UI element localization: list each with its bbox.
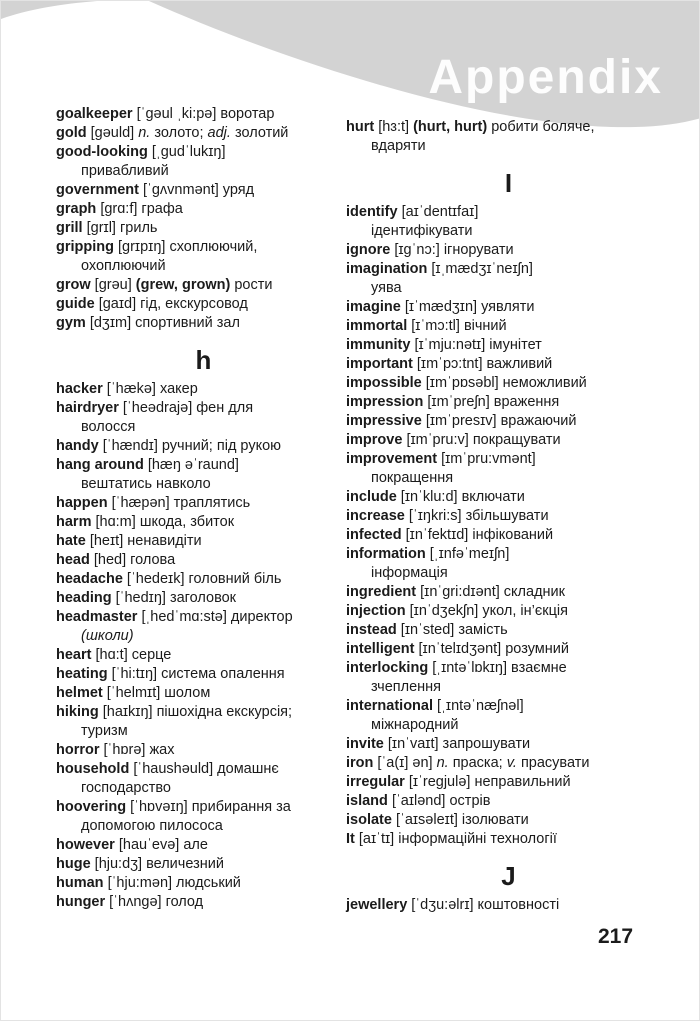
entry-text: [ˈhedeɪk] головний біль	[126, 571, 282, 587]
dictionary-entry	[346, 431, 671, 450]
headword: intelligent	[346, 641, 419, 657]
dictionary-entry	[346, 754, 671, 773]
headword: guide	[56, 296, 99, 312]
headword: (grew, grown)	[135, 277, 235, 293]
headword: iron	[346, 755, 378, 771]
headword: gripping	[56, 239, 119, 255]
entry-text: ідентифікувати	[371, 223, 473, 239]
entry-text: допомогою пилососа	[81, 818, 223, 834]
dictionary-entry	[346, 336, 671, 355]
dictionary-entry	[56, 608, 351, 646]
dictionary-entry	[56, 798, 351, 836]
dictionary-entry	[56, 893, 351, 912]
dictionary-entry	[346, 450, 671, 488]
entry-text: [ɪmˈpɒsəbl] неможливий	[425, 375, 587, 391]
entry-text: [gaɪd] гід, екскурсовод	[98, 296, 248, 312]
headword: island	[346, 793, 392, 809]
dictionary-entry	[346, 526, 671, 545]
dictionary-entry	[56, 570, 351, 589]
right-column	[346, 118, 671, 915]
headword: human	[56, 875, 108, 891]
headword: gold	[56, 125, 91, 141]
dictionary-entry	[56, 494, 351, 513]
entry-text: [ˈhændɪ] ручний; під рукою	[102, 438, 282, 454]
dictionary-entry	[346, 792, 671, 811]
dictionary-entry	[346, 697, 671, 735]
headword: (hurt, hurt)	[413, 119, 492, 135]
dictionary-entry	[346, 507, 671, 526]
entry-text: [ɪmˈpru:vmənt]	[441, 451, 536, 467]
headword: heart	[56, 647, 96, 663]
entry-text: [ɪnˈgri:dɪənt] складник	[420, 584, 565, 600]
headword: immortal	[346, 318, 412, 334]
dictionary-entry	[346, 488, 671, 507]
headword: head	[56, 552, 94, 568]
dictionary-entry	[56, 513, 351, 532]
entry-text: [ɪˈmɔ:tl] вічний	[411, 318, 507, 334]
dictionary-entry	[346, 545, 671, 583]
section-header-I: I	[504, 168, 513, 198]
entry-text: [grɪl] гриль	[86, 220, 158, 236]
dictionary-entry	[56, 181, 351, 200]
headword: include	[346, 489, 401, 505]
headword: ignore	[346, 242, 395, 258]
grammar-label: v.	[506, 755, 521, 771]
entry-text: золотий	[234, 125, 289, 141]
grammar-label: (школи)	[81, 628, 134, 644]
dictionary-entry	[56, 760, 351, 798]
entry-text: [ˌhedˈmɑ:stə] директор	[141, 609, 293, 625]
dictionary-entry	[56, 874, 351, 893]
entry-text: рости	[234, 277, 273, 293]
entry-text: охоплюючий	[81, 258, 166, 274]
entry-text: [ɪmˈpresɪv] вражаючий	[425, 413, 577, 429]
dictionary-entry	[56, 238, 351, 276]
entry-text: [ˈhækə] хакер	[106, 381, 198, 397]
dictionary-entry	[56, 589, 351, 608]
headword: hairdryer	[56, 400, 123, 416]
headword: heading	[56, 590, 116, 606]
dictionary-entry	[56, 703, 351, 741]
entry-text: [grɪpɪŋ] схоплюючий,	[118, 239, 258, 255]
dictionary-entry	[56, 124, 351, 143]
dictionary-entry	[56, 646, 351, 665]
dictionary-entry	[346, 203, 671, 241]
entry-text: [ˈhɒrə] жах	[103, 742, 175, 758]
dictionary-entry	[346, 773, 671, 792]
headword: happen	[56, 495, 112, 511]
entry-text: господарство	[81, 780, 171, 796]
dictionary-entry	[346, 830, 671, 849]
headword: impossible	[346, 375, 426, 391]
headword: isolate	[346, 812, 396, 828]
grammar-label: n.	[138, 125, 155, 141]
headword: headmaster	[56, 609, 142, 625]
headword: invite	[346, 736, 388, 752]
entry-text: міжнародний	[371, 717, 459, 733]
dictionary-entry	[56, 295, 351, 314]
entry-text: туризм	[81, 723, 128, 739]
headword: jewellery	[346, 897, 412, 913]
dictionary-entry	[346, 811, 671, 830]
page-number: 217	[598, 925, 634, 948]
headword: headache	[56, 571, 127, 587]
dictionary-entry	[56, 380, 351, 399]
entry-text: [ɪnˈvaɪt] запрошувати	[387, 736, 531, 752]
dictionary-entry	[346, 260, 671, 298]
dictionary-entry	[56, 143, 351, 181]
entry-text: покращення	[371, 470, 454, 486]
headword: irregular	[346, 774, 409, 790]
headword: huge	[56, 856, 95, 872]
headword: hate	[56, 533, 90, 549]
entry-text: [ˈhelmɪt] шолом	[106, 685, 211, 701]
entry-text: [ˌɪntəˈlɒkɪŋ] взаємне	[432, 660, 567, 676]
entry-text: [ˈhju:mən] людський	[107, 875, 241, 891]
headword: grow	[56, 277, 95, 293]
headword: improvement	[346, 451, 442, 467]
headword: imagine	[346, 299, 405, 315]
dictionary-entry	[346, 583, 671, 602]
dictionary-entry	[56, 741, 351, 760]
entry-text: [ˈgʌvnmənt] уряд	[143, 182, 255, 198]
entry-text: уява	[371, 280, 402, 296]
headword: household	[56, 761, 134, 777]
swoosh-left-wedge	[1, 1, 97, 19]
headword: hoovering	[56, 799, 131, 815]
entry-text: [ˌɪntəˈnæʃnəl]	[437, 698, 524, 714]
dictionary-entry	[56, 684, 351, 703]
entry-text: інформація	[371, 565, 448, 581]
headword: immunity	[346, 337, 415, 353]
dictionary-entry	[346, 412, 671, 431]
headword: graph	[56, 201, 101, 217]
entry-text: [hæŋ əˈraund]	[147, 457, 239, 473]
headword: impression	[346, 394, 428, 410]
entry-text: золото;	[154, 125, 208, 141]
entry-text: [ˈhɒvəɪŋ] прибирання за	[130, 799, 291, 815]
dictionary-entry	[346, 118, 671, 156]
entry-text: [ɪmˈpɔ:tnt] важливий	[416, 356, 553, 372]
entry-text: [ˈaɪsəleɪt] ізолювати	[395, 812, 529, 828]
dictionary-entry	[346, 298, 671, 317]
headword: impressive	[346, 413, 426, 429]
entry-text: [ɪnˈklu:d] включати	[400, 489, 525, 505]
entry-text: [ˌɪnfəˈmeɪʃn]	[429, 546, 510, 562]
section-header-h: h	[195, 345, 212, 375]
dictionary-entry	[56, 551, 351, 570]
headword: interlocking	[346, 660, 433, 676]
entry-text: [ˈaɪlənd] острів	[391, 793, 491, 809]
headword: improve	[346, 432, 407, 448]
dictionary-entry	[346, 896, 671, 915]
headword: gym	[56, 315, 90, 331]
entry-text: [hed] голова	[93, 552, 176, 568]
dictionary-entry	[346, 241, 671, 260]
entry-text: [ɪnˈsted] замість	[400, 622, 508, 638]
headword: handy	[56, 438, 103, 454]
headword: imagination	[346, 261, 432, 277]
entry-text: [heɪt] ненавидіти	[89, 533, 202, 549]
dictionary-entry	[56, 399, 351, 437]
dictionary-entry	[56, 219, 351, 238]
headword: grill	[56, 220, 87, 236]
headword: good-looking	[56, 144, 152, 160]
entry-text: [ɪˈmju:nətɪ] імунітет	[414, 337, 542, 353]
dictionary-entry	[56, 532, 351, 551]
entry-text: [grɑ:f] графа	[100, 201, 183, 217]
dictionary-entry	[56, 200, 351, 219]
headword: identify	[346, 204, 402, 220]
entry-text: волосся	[81, 419, 136, 435]
dictionary-entry	[56, 665, 351, 684]
entry-text: робити боляче,	[491, 119, 595, 135]
dictionary-entry	[56, 276, 351, 295]
dictionary-entry	[56, 437, 351, 456]
dictionary-entry	[346, 659, 671, 697]
headword: information	[346, 546, 430, 562]
entry-text: [ɪˌmædʒɪˈneɪʃn]	[431, 261, 533, 277]
entry-text: [dʒɪm] спортивний зал	[89, 315, 240, 331]
entry-text: [gəuld]	[90, 125, 139, 141]
headword: horror	[56, 742, 104, 758]
entry-text: привабливий	[81, 163, 169, 179]
headword: increase	[346, 508, 409, 524]
left-column	[56, 105, 351, 912]
page-title: Appendix	[428, 51, 663, 104]
grammar-label: n.	[436, 755, 453, 771]
dictionary-entry	[346, 621, 671, 640]
entry-text: [ˌgudˈlukɪŋ]	[151, 144, 226, 160]
entry-text: [ˈhæpən] траплятись	[111, 495, 251, 511]
entry-text: [grəu]	[94, 277, 136, 293]
dictionary-entry	[56, 105, 351, 124]
entry-text: праска;	[452, 755, 507, 771]
entry-text: [ˈdʒu:əlrɪ] коштовності	[411, 897, 560, 913]
headword: injection	[346, 603, 410, 619]
dictionary-entry	[56, 836, 351, 855]
entry-text: [ɪˈmædʒɪn] уявляти	[404, 299, 535, 315]
entry-text: [hɑ:m] шкода, збиток	[95, 514, 235, 530]
entry-text: [ˈhʌngə] голод	[109, 894, 204, 910]
dictionary-entry	[346, 602, 671, 621]
entry-text: [ɪnˈtelɪdʒənt] розумний	[418, 641, 569, 657]
dictionary-entry	[56, 855, 351, 874]
headword: harm	[56, 514, 96, 530]
entry-text: [ɪnˈdʒekʃn] укол, ін’єкція	[409, 603, 568, 619]
entry-text: [aɪˈdentɪfaɪ]	[401, 204, 479, 220]
headword: hacker	[56, 381, 107, 397]
headword: ingredient	[346, 584, 421, 600]
dictionary-entry	[346, 355, 671, 374]
entry-text: [haɪkɪŋ] пішохідна екскурсія;	[102, 704, 293, 720]
entry-text: [ɪgˈnɔ:] ігнорувати	[394, 242, 514, 258]
headword: hunger	[56, 894, 110, 910]
entry-text: [hju:dʒ] величезний	[94, 856, 224, 872]
entry-text: зчеплення	[371, 679, 442, 695]
dictionary-entry	[346, 735, 671, 754]
entry-text: [ˈɪŋkri:s] збільшувати	[408, 508, 549, 524]
grammar-label: adj.	[207, 125, 235, 141]
entry-text: [ˈheədrajə] фен для	[122, 400, 254, 416]
headword: goalkeeper	[56, 106, 137, 122]
dictionary-entry	[346, 374, 671, 393]
entry-text: [hauˈevə] але	[118, 837, 208, 853]
headword: important	[346, 356, 417, 372]
entry-text: [ɪmˈpru:v] покращувати	[406, 432, 561, 448]
section-header-J: J	[501, 861, 516, 891]
dictionary-entry	[346, 640, 671, 659]
entry-text: [hɜ:t]	[378, 119, 414, 135]
headword: hang around	[56, 457, 148, 473]
headword: infected	[346, 527, 406, 543]
entry-text: вдаряти	[371, 138, 426, 154]
headword: however	[56, 837, 119, 853]
entry-text: [aɪˈtɪ] інформаційні технології	[358, 831, 557, 847]
entry-text: [ˈgəul ˌki:pə] воротар	[136, 106, 275, 122]
entry-text: вештатись навколо	[81, 476, 211, 492]
entry-text: [ɪnˈfektɪd] інфікований	[405, 527, 554, 543]
entry-text: [ˈhedɪŋ] заголовок	[115, 590, 237, 606]
entry-text: [ˈhi:tɪŋ] система опалення	[111, 666, 285, 682]
headword: government	[56, 182, 144, 198]
headword: hiking	[56, 704, 103, 720]
entry-text: [ˈa(ɪ] ən]	[377, 755, 437, 771]
dictionary-entry	[56, 314, 351, 333]
entry-text: [ɪˈregjulə] неправильний	[408, 774, 571, 790]
entry-text: [ɪmˈpreʃn] враження	[427, 394, 560, 410]
entry-text: [hɑ:t] серце	[95, 647, 172, 663]
headword: instead	[346, 622, 401, 638]
dictionary-entry	[346, 393, 671, 412]
headword: helmet	[56, 685, 107, 701]
dictionary-entry	[56, 456, 351, 494]
entry-text: [ˈhaushəuld] домашнє	[133, 761, 279, 777]
headword: heating	[56, 666, 112, 682]
dictionary-entry	[346, 317, 671, 336]
entry-text: прасувати	[520, 755, 590, 771]
headword: international	[346, 698, 438, 714]
headword: hurt	[346, 119, 379, 135]
headword: It	[346, 831, 359, 847]
